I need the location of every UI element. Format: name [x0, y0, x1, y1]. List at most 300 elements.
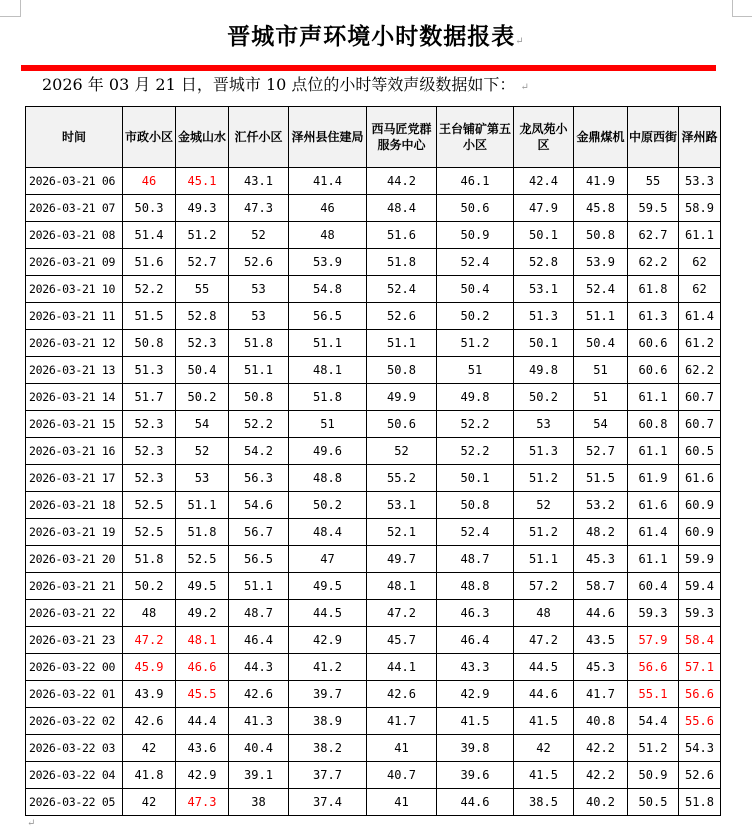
value-cell: 50.9	[628, 762, 679, 789]
value-cell: 59.4	[679, 573, 721, 600]
value-cell: 44.5	[289, 600, 367, 627]
value-cell: 52.2	[437, 411, 514, 438]
value-cell: 56.7	[229, 519, 289, 546]
value-cell: 50.4	[574, 330, 628, 357]
column-header-site	[367, 107, 437, 168]
value-cell: 61.6	[679, 465, 721, 492]
value-cell: 51.8	[123, 546, 176, 573]
value-cell: 50.5	[628, 789, 679, 816]
value-cell: 52	[229, 222, 289, 249]
value-cell: 52.7	[176, 249, 229, 276]
value-cell: 53	[176, 465, 229, 492]
value-cell: 52.4	[574, 276, 628, 303]
table-row	[26, 573, 721, 600]
column-header-site	[123, 107, 176, 168]
value-cell: 51	[574, 384, 628, 411]
value-cell: 49.8	[437, 384, 514, 411]
value-cell: 52.3	[123, 465, 176, 492]
time-cell: 2026-03-21 22	[26, 600, 123, 627]
value-cell: 62.7	[628, 222, 679, 249]
value-cell: 44.6	[514, 681, 574, 708]
value-cell: 61.1	[628, 384, 679, 411]
noise-data-table	[25, 106, 721, 816]
value-cell: 51.3	[514, 303, 574, 330]
column-header-label: 王台铺矿第五小区	[438, 122, 511, 152]
value-cell: 49.3	[176, 195, 229, 222]
value-cell: 50.8	[574, 222, 628, 249]
value-cell: 45.9	[123, 654, 176, 681]
value-cell: 51.1	[289, 330, 367, 357]
value-cell: 46.4	[229, 627, 289, 654]
value-cell: 50.4	[437, 276, 514, 303]
value-cell: 54.3	[679, 735, 721, 762]
value-cell: 56.3	[229, 465, 289, 492]
value-cell: 51.2	[437, 330, 514, 357]
value-cell: 51.1	[574, 303, 628, 330]
value-cell: 51.2	[514, 465, 574, 492]
value-cell: 51	[437, 357, 514, 384]
column-header-label: 泽州县住建局	[291, 130, 364, 144]
value-cell: 49.7	[367, 546, 437, 573]
value-cell: 47.3	[229, 195, 289, 222]
value-cell: 42.2	[574, 735, 628, 762]
column-header-site	[628, 107, 679, 168]
table-header-row	[26, 107, 721, 168]
value-cell: 54.8	[289, 276, 367, 303]
value-cell: 53.1	[514, 276, 574, 303]
value-cell: 42.9	[437, 681, 514, 708]
value-cell: 61.4	[679, 303, 721, 330]
time-cell: 2026-03-21 21	[26, 573, 123, 600]
table-row	[26, 681, 721, 708]
value-cell: 42	[514, 735, 574, 762]
value-cell: 47	[289, 546, 367, 573]
value-cell: 60.6	[628, 330, 679, 357]
value-cell: 61.3	[628, 303, 679, 330]
value-cell: 44.1	[367, 654, 437, 681]
value-cell: 41.2	[289, 654, 367, 681]
paragraph-mark-icon: ↵	[520, 82, 529, 93]
column-header-site	[176, 107, 229, 168]
value-cell: 51.5	[123, 303, 176, 330]
value-cell: 50.4	[176, 357, 229, 384]
value-cell: 41	[367, 789, 437, 816]
value-cell: 59.9	[679, 546, 721, 573]
time-cell: 2026-03-22 02	[26, 708, 123, 735]
value-cell: 48	[289, 222, 367, 249]
value-cell: 50.6	[437, 195, 514, 222]
value-cell: 53.9	[289, 249, 367, 276]
red-divider	[21, 65, 716, 71]
value-cell: 42.9	[176, 762, 229, 789]
value-cell: 44.3	[229, 654, 289, 681]
value-cell: 48.2	[574, 519, 628, 546]
value-cell: 43.1	[229, 168, 289, 195]
column-header-site	[574, 107, 628, 168]
value-cell: 48.8	[437, 573, 514, 600]
value-cell: 42.4	[514, 168, 574, 195]
column-header-label: 龙凤苑小区	[519, 122, 568, 152]
value-cell: 42	[123, 735, 176, 762]
time-cell: 2026-03-21 18	[26, 492, 123, 519]
page-title	[0, 18, 752, 51]
value-cell: 52	[514, 492, 574, 519]
value-cell: 60.9	[679, 492, 721, 519]
paragraph-mark-icon: ↵	[27, 818, 36, 829]
column-header-label: 西马匠党群服务中心	[371, 122, 432, 152]
value-cell: 48.7	[437, 546, 514, 573]
table-row	[26, 195, 721, 222]
value-cell: 51.8	[229, 330, 289, 357]
value-cell: 47.2	[123, 627, 176, 654]
time-cell: 2026-03-21 16	[26, 438, 123, 465]
value-cell: 55.2	[367, 465, 437, 492]
value-cell: 61.9	[628, 465, 679, 492]
value-cell: 58.4	[679, 627, 721, 654]
value-cell: 38	[229, 789, 289, 816]
value-cell: 52.3	[123, 411, 176, 438]
value-cell: 59.3	[628, 600, 679, 627]
time-cell: 2026-03-21 12	[26, 330, 123, 357]
time-cell: 2026-03-22 04	[26, 762, 123, 789]
value-cell: 52.8	[176, 303, 229, 330]
time-cell: 2026-03-21 19	[26, 519, 123, 546]
value-cell: 61.1	[628, 546, 679, 573]
value-cell: 61.4	[628, 519, 679, 546]
value-cell: 52.3	[176, 330, 229, 357]
value-cell: 41.5	[514, 708, 574, 735]
intro-sentence: 2026 年 03 月 21 日，晋城市 10 点位的小时等效声级数据如下：	[42, 75, 516, 94]
value-cell: 60.4	[628, 573, 679, 600]
value-cell: 42.6	[367, 681, 437, 708]
table-row	[26, 276, 721, 303]
value-cell: 61.6	[628, 492, 679, 519]
value-cell: 50.1	[437, 465, 514, 492]
value-cell: 45.3	[574, 546, 628, 573]
column-header-site	[437, 107, 514, 168]
value-cell: 37.4	[289, 789, 367, 816]
time-cell: 2026-03-22 05	[26, 789, 123, 816]
value-cell: 45.7	[367, 627, 437, 654]
value-cell: 51.3	[514, 438, 574, 465]
column-header-time	[26, 107, 123, 168]
value-cell: 55.1	[628, 681, 679, 708]
value-cell: 50.2	[437, 303, 514, 330]
value-cell: 51.2	[514, 519, 574, 546]
time-cell: 2026-03-21 06	[26, 168, 123, 195]
value-cell: 47.2	[514, 627, 574, 654]
value-cell: 60.7	[679, 411, 721, 438]
value-cell: 41.8	[123, 762, 176, 789]
column-header-site	[679, 107, 721, 168]
value-cell: 49.6	[289, 438, 367, 465]
value-cell: 57.9	[628, 627, 679, 654]
time-cell: 2026-03-21 13	[26, 357, 123, 384]
value-cell: 52.7	[574, 438, 628, 465]
table-row	[26, 438, 721, 465]
value-cell: 53.9	[574, 249, 628, 276]
value-cell: 52	[367, 438, 437, 465]
value-cell: 48.4	[289, 519, 367, 546]
value-cell: 43.9	[123, 681, 176, 708]
table-row	[26, 330, 721, 357]
value-cell: 50.2	[123, 573, 176, 600]
value-cell: 43.3	[437, 654, 514, 681]
time-cell: 2026-03-21 23	[26, 627, 123, 654]
value-cell: 52.5	[176, 546, 229, 573]
value-cell: 47.9	[514, 195, 574, 222]
value-cell: 51.8	[176, 519, 229, 546]
value-cell: 58.9	[679, 195, 721, 222]
table-row	[26, 249, 721, 276]
time-cell: 2026-03-21 08	[26, 222, 123, 249]
value-cell: 41.5	[514, 762, 574, 789]
table-row	[26, 546, 721, 573]
value-cell: 53.1	[367, 492, 437, 519]
value-cell: 51	[574, 357, 628, 384]
value-cell: 50.8	[367, 357, 437, 384]
value-cell: 39.7	[289, 681, 367, 708]
value-cell: 48.1	[367, 573, 437, 600]
value-cell: 38.2	[289, 735, 367, 762]
value-cell: 38.9	[289, 708, 367, 735]
column-header-site	[289, 107, 367, 168]
value-cell: 52.5	[123, 492, 176, 519]
value-cell: 49.5	[176, 573, 229, 600]
value-cell: 52.6	[367, 303, 437, 330]
value-cell: 50.8	[229, 384, 289, 411]
value-cell: 42	[123, 789, 176, 816]
table-row	[26, 627, 721, 654]
value-cell: 60.8	[628, 411, 679, 438]
value-cell: 50.6	[367, 411, 437, 438]
time-cell: 2026-03-22 01	[26, 681, 123, 708]
value-cell: 46.1	[437, 168, 514, 195]
value-cell: 52.4	[437, 519, 514, 546]
table-row	[26, 222, 721, 249]
value-cell: 52	[176, 438, 229, 465]
value-cell: 51.8	[679, 789, 721, 816]
value-cell: 44.6	[574, 600, 628, 627]
table-row	[26, 303, 721, 330]
value-cell: 49.8	[514, 357, 574, 384]
value-cell: 46.4	[437, 627, 514, 654]
value-cell: 42.6	[123, 708, 176, 735]
value-cell: 51.8	[367, 249, 437, 276]
value-cell: 42.6	[229, 681, 289, 708]
value-cell: 52.1	[367, 519, 437, 546]
value-cell: 51.5	[574, 465, 628, 492]
value-cell: 51.3	[123, 357, 176, 384]
value-cell: 47.3	[176, 789, 229, 816]
value-cell: 43.6	[176, 735, 229, 762]
value-cell: 50.8	[437, 492, 514, 519]
value-cell: 52.3	[123, 438, 176, 465]
value-cell: 39.8	[437, 735, 514, 762]
table-row	[26, 384, 721, 411]
value-cell: 54	[574, 411, 628, 438]
value-cell: 44.6	[437, 789, 514, 816]
value-cell: 44.2	[367, 168, 437, 195]
title-text: 晋城市声环境小时数据报表	[227, 23, 516, 50]
value-cell: 50.9	[437, 222, 514, 249]
value-cell: 49.2	[176, 600, 229, 627]
value-cell: 54.6	[229, 492, 289, 519]
value-cell: 60.7	[679, 384, 721, 411]
value-cell: 38.5	[514, 789, 574, 816]
time-cell: 2026-03-21 14	[26, 384, 123, 411]
value-cell: 56.6	[628, 654, 679, 681]
value-cell: 41.9	[574, 168, 628, 195]
value-cell: 53	[229, 303, 289, 330]
crop-mark-top-left	[0, 0, 21, 17]
value-cell: 44.5	[514, 654, 574, 681]
value-cell: 48.8	[289, 465, 367, 492]
value-cell: 50.2	[514, 384, 574, 411]
value-cell: 48.1	[176, 627, 229, 654]
value-cell: 52.2	[123, 276, 176, 303]
value-cell: 46.6	[176, 654, 229, 681]
table-row	[26, 600, 721, 627]
value-cell: 61.1	[679, 222, 721, 249]
time-cell: 2026-03-22 03	[26, 735, 123, 762]
time-cell: 2026-03-21 20	[26, 546, 123, 573]
value-cell: 51.2	[176, 222, 229, 249]
value-cell: 50.8	[123, 330, 176, 357]
value-cell: 54.4	[628, 708, 679, 735]
value-cell: 48.7	[229, 600, 289, 627]
value-cell: 59.5	[628, 195, 679, 222]
table-row	[26, 654, 721, 681]
column-header-label: 中原西街	[628, 130, 677, 144]
value-cell: 46.3	[437, 600, 514, 627]
value-cell: 56.5	[229, 546, 289, 573]
value-cell: 48.1	[289, 357, 367, 384]
value-cell: 52.2	[437, 438, 514, 465]
column-header-label: 泽州路	[681, 130, 718, 144]
column-header-label: 汇仟小区	[234, 130, 283, 144]
value-cell: 51.1	[514, 546, 574, 573]
value-cell: 50.1	[514, 330, 574, 357]
value-cell: 41.4	[289, 168, 367, 195]
column-header-label: 市政小区	[124, 130, 173, 144]
value-cell: 46	[289, 195, 367, 222]
value-cell: 41.7	[574, 681, 628, 708]
value-cell: 60.9	[679, 519, 721, 546]
value-cell: 55.6	[679, 708, 721, 735]
value-cell: 52.6	[229, 249, 289, 276]
value-cell: 52.2	[229, 411, 289, 438]
value-cell: 51.4	[123, 222, 176, 249]
value-cell: 51.1	[176, 492, 229, 519]
value-cell: 39.6	[437, 762, 514, 789]
time-cell: 2026-03-21 07	[26, 195, 123, 222]
value-cell: 45.1	[176, 168, 229, 195]
value-cell: 49.5	[289, 573, 367, 600]
value-cell: 52.5	[123, 519, 176, 546]
value-cell: 51.6	[123, 249, 176, 276]
value-cell: 61.1	[628, 438, 679, 465]
column-header-label: 金城山水	[177, 130, 226, 144]
intro-text	[42, 72, 529, 95]
value-cell: 44.4	[176, 708, 229, 735]
table-row	[26, 789, 721, 816]
value-cell: 51.7	[123, 384, 176, 411]
value-cell: 60.6	[628, 357, 679, 384]
value-cell: 62	[679, 249, 721, 276]
value-cell: 53.2	[574, 492, 628, 519]
table-row	[26, 519, 721, 546]
column-header-label: 金鼎煤机	[576, 130, 625, 144]
time-cell: 2026-03-21 17	[26, 465, 123, 492]
table-row	[26, 708, 721, 735]
table-row	[26, 168, 721, 195]
column-header-site	[229, 107, 289, 168]
value-cell: 50.3	[123, 195, 176, 222]
value-cell: 62	[679, 276, 721, 303]
value-cell: 55	[628, 168, 679, 195]
value-cell: 50.2	[176, 384, 229, 411]
value-cell: 62.2	[628, 249, 679, 276]
value-cell: 51.2	[628, 735, 679, 762]
time-cell: 2026-03-21 09	[26, 249, 123, 276]
time-cell: 2026-03-21 10	[26, 276, 123, 303]
value-cell: 50.1	[514, 222, 574, 249]
value-cell: 61.2	[679, 330, 721, 357]
value-cell: 40.2	[574, 789, 628, 816]
value-cell: 56.6	[679, 681, 721, 708]
value-cell: 40.8	[574, 708, 628, 735]
value-cell: 59.3	[679, 600, 721, 627]
value-cell: 61.8	[628, 276, 679, 303]
value-cell: 41	[367, 735, 437, 762]
table-row	[26, 762, 721, 789]
value-cell: 40.4	[229, 735, 289, 762]
value-cell: 56.5	[289, 303, 367, 330]
time-cell: 2026-03-22 00	[26, 654, 123, 681]
value-cell: 41.3	[229, 708, 289, 735]
value-cell: 50.2	[289, 492, 367, 519]
value-cell: 51.1	[229, 573, 289, 600]
value-cell: 52.6	[679, 762, 721, 789]
value-cell: 52.8	[514, 249, 574, 276]
value-cell: 41.5	[437, 708, 514, 735]
value-cell: 54	[176, 411, 229, 438]
value-cell: 55	[176, 276, 229, 303]
value-cell: 52.4	[367, 276, 437, 303]
column-header-site	[514, 107, 574, 168]
crop-mark-top-right	[732, 0, 752, 17]
value-cell: 51.1	[367, 330, 437, 357]
value-cell: 48.4	[367, 195, 437, 222]
value-cell: 52.4	[437, 249, 514, 276]
value-cell: 47.2	[367, 600, 437, 627]
value-cell: 51.6	[367, 222, 437, 249]
value-cell: 53	[229, 276, 289, 303]
value-cell: 58.7	[574, 573, 628, 600]
value-cell: 57.1	[679, 654, 721, 681]
time-cell: 2026-03-21 15	[26, 411, 123, 438]
table-row	[26, 735, 721, 762]
value-cell: 49.9	[367, 384, 437, 411]
value-cell: 39.1	[229, 762, 289, 789]
table-row	[26, 357, 721, 384]
table-body	[26, 168, 721, 816]
value-cell: 51	[289, 411, 367, 438]
value-cell: 53.3	[679, 168, 721, 195]
table-row	[26, 492, 721, 519]
value-cell: 37.7	[289, 762, 367, 789]
